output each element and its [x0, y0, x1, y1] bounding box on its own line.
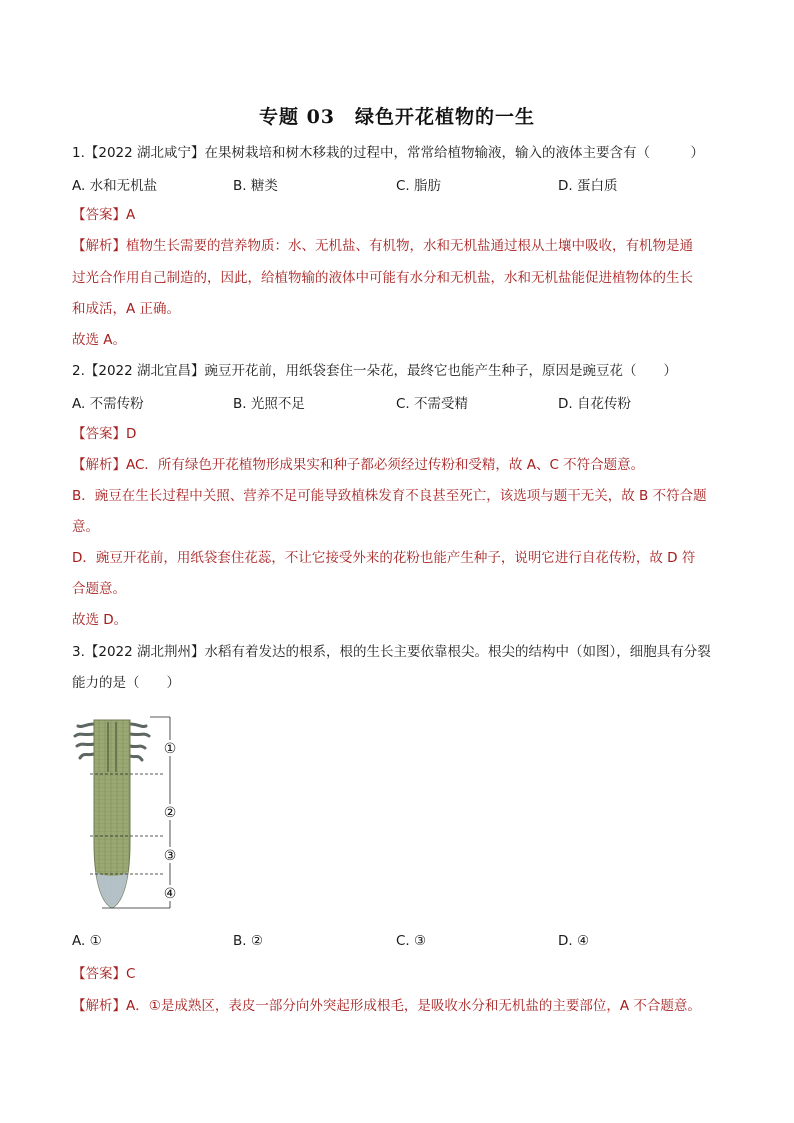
q3-option-c: C. ③	[396, 933, 427, 949]
q1-option-a: A. 水和无机盐	[72, 178, 158, 194]
zone-label-2: ②	[163, 805, 177, 821]
root-tip-figure	[72, 712, 190, 912]
q1-analysis-line: 和成活，A 正确。	[72, 301, 181, 317]
q3-analysis-line: 【解析】A．①是成熟区，表皮一部分向外突起形成根毛，是吸收水分和无机盐的主要部位，A 不合题意。	[72, 998, 701, 1014]
q1-analysis-line: 过光合作用自己制造的，因此，给植物输的液体中可能有水分和无机盐，水和无机盐能促进植物体的生长	[72, 270, 693, 286]
q3-answer: 【答案】C	[72, 966, 136, 982]
q3-option-d: D. ④	[558, 933, 590, 949]
q1-stem: 1.【2022 湖北咸宁】在果树栽培和树木移栽的过程中，常常给植物输液，输入的液体主要含有（ ）	[72, 145, 705, 161]
q1-conclusion: 故选 A。	[72, 332, 127, 348]
q2-option-b: B. 光照不足	[233, 396, 305, 412]
q2-analysis-line: 意。	[72, 519, 99, 535]
q3-option-a: A. ①	[72, 933, 102, 949]
q2-analysis-line: 合题意。	[72, 581, 126, 597]
q2-analysis-line: 【解析】AC．所有绿色开花植物形成果实和种子都必须经过传粉和受精，故 A、C 不符合题意。	[72, 457, 645, 473]
q2-analysis-line: B．豌豆在生长过程中关照、营养不足可能导致植株发育不良甚至死亡，该选项与题干无关，故 B 不符合题	[72, 488, 707, 504]
q2-stem: 2.【2022 湖北宜昌】豌豆开花前，用纸袋套住一朵花，最终它也能产生种子，原因是豌豆花（ ）	[72, 363, 678, 379]
q2-answer: 【答案】D	[72, 426, 137, 442]
q2-option-a: A. 不需传粉	[72, 396, 144, 412]
q3-stem: 3.【2022 湖北荆州】水稻有着发达的根系，根的生长主要依靠根尖。根尖的结构中（如图），细胞具有分裂	[72, 644, 711, 660]
q1-answer: 【答案】A	[72, 207, 136, 223]
q2-option-c: C. 不需受精	[396, 396, 469, 412]
root-cap	[96, 872, 128, 908]
q3-stem-continued: 能力的是（ ）	[72, 675, 180, 691]
q2-conclusion: 故选 D。	[72, 612, 128, 628]
q1-analysis-line: 【解析】植物生长需要的营养物质：水、无机盐、有机物，水和无机盐通过根从土壤中吸收，有机物是通	[72, 238, 693, 254]
q1-option-c: C. 脂肪	[396, 178, 442, 194]
q1-option-b: B. 糖类	[233, 178, 278, 194]
q2-option-d: D. 自花传粉	[558, 396, 631, 412]
zone-label-3: ③	[163, 848, 177, 864]
zone-label-1: ①	[163, 741, 177, 757]
page-title: 专题 03 绿色开花植物的一生	[258, 106, 536, 128]
zone-label-4: ④	[163, 886, 177, 902]
q1-option-d: D. 蛋白质	[558, 178, 618, 194]
q2-analysis-line: D．豌豆开花前，用纸袋套住花蕊，不让它接受外来的花粉也能产生种子，说明它进行自花传粉，故 D 符	[72, 550, 696, 566]
q3-option-b: B. ②	[233, 933, 263, 949]
